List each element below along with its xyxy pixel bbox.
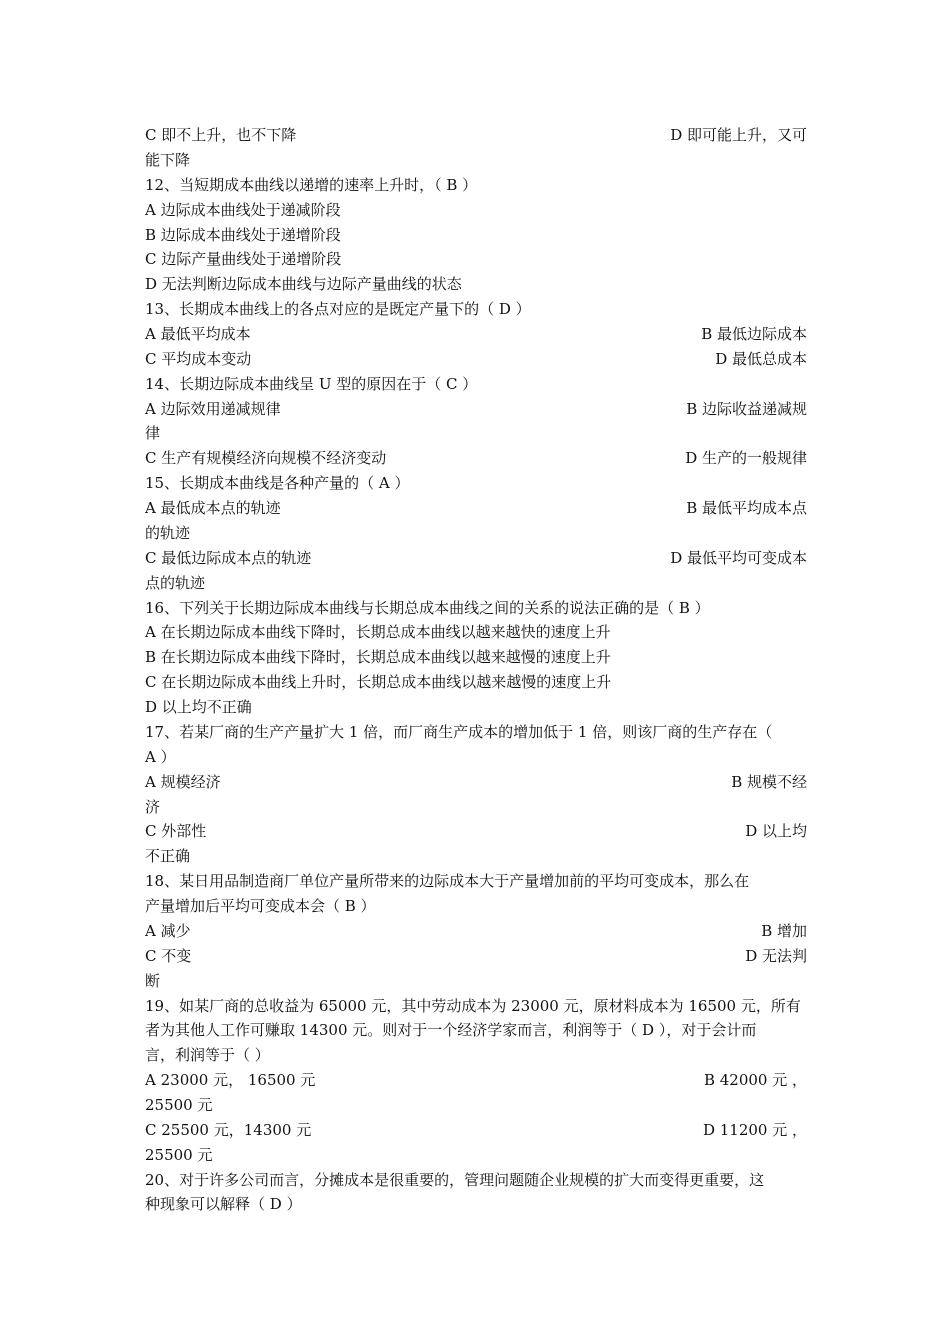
line-right-option: B 规模不经: [731, 772, 807, 791]
text-line: [145, 397, 807, 422]
line-left-option: A 最低平均成本: [145, 325, 251, 343]
line-right-option: B 最低边际成本: [701, 325, 807, 343]
text-line: 点的轨迹: [145, 573, 206, 592]
text-line: 产量增加后平均可变成本会（ B ）: [145, 897, 376, 915]
text-line: 15、长期成本曲线是各种产量的（ A ）: [145, 474, 410, 493]
text-line: 14、长期边际成本曲线呈 U 型的原因在于（ C ）: [145, 374, 478, 393]
line-left-option: A 边际效用递减规律: [145, 399, 281, 418]
text-line: 20、对于许多公司而言，分摊成本是很重要的，管理问题随企业规模的扩大而变得更重要，这: [145, 1170, 765, 1189]
text-line: [145, 1068, 807, 1093]
text-line: [145, 770, 807, 795]
text-line: 16、下列关于长期边际成本曲线与长期总成本曲线之间的关系的说法正确的是（ B ）: [145, 598, 710, 617]
text-line: B 在长期边际成本曲线下降时，长期总成本曲线以越来越慢的速度上升: [145, 648, 611, 667]
text-line: 25500 元: [145, 1145, 213, 1164]
text-line: 济: [145, 797, 161, 816]
line-right-option: D 生产的一般规律: [685, 449, 807, 468]
text-line: [145, 944, 807, 969]
text-line: A ）: [145, 747, 176, 766]
text-line: C 边际产量曲线处于递增阶段: [145, 250, 342, 269]
text-line: 律: [145, 424, 161, 443]
line-right-option: D 11200 元 ，: [702, 1120, 807, 1139]
text-line: B 边际成本曲线处于递增阶段: [145, 225, 341, 244]
text-line: [145, 322, 807, 347]
line-left-option: A 减少: [145, 921, 191, 940]
text-line: 的轨迹: [145, 523, 191, 542]
text-line: [145, 546, 807, 571]
line-right-option: D 以上均: [745, 822, 807, 841]
text-line: D 无法判断边际成本曲线与边际产量曲线的状态: [145, 275, 462, 294]
text-line: A 边际成本曲线处于递减阶段: [145, 200, 341, 219]
text-line: [145, 496, 807, 521]
text-line: [145, 446, 807, 471]
line-left-option: A 23000 元， 16500 元: [145, 1071, 316, 1090]
text-line: 种现象可以解释（ D ）: [145, 1195, 302, 1214]
line-left-option: A 最低成本点的轨迹: [145, 499, 281, 518]
line-right-option: D 最低平均可变成本: [670, 548, 807, 567]
text-line: 言，利润等于（ ）: [145, 1046, 270, 1065]
text-line: 19、如某厂商的总收益为 65000 元，其中劳动成本为 23000 元，原材料成本为 16500 元，所有: [145, 996, 801, 1015]
line-left-option: C 外部性: [145, 822, 207, 841]
line-left-option: C 平均成本变动: [145, 349, 252, 368]
text-line: 18、某日用品制造商厂单位产量所带来的边际成本大于产量增加前的平均可变成本，那么在: [145, 872, 750, 891]
line-right-option: B 最低平均成本点: [686, 499, 807, 518]
text-line: A 在长期边际成本曲线下降时，长期总成本曲线以越来越快的速度上升: [145, 623, 611, 642]
line-left-option: C 25500 元，14300 元: [145, 1120, 312, 1139]
line-right-option: B 增加: [761, 921, 807, 940]
text-line: 12、当短期成本曲线以递增的速率上升时，（ B ）: [145, 175, 478, 194]
text-line: [145, 919, 807, 944]
line-left-option: C 最低边际成本点的轨迹: [145, 548, 312, 567]
text-line: 13、长期成本曲线上的各点对应的是既定产量下的（ D ）: [145, 300, 531, 319]
line-left-option: A 规模经济: [145, 772, 221, 791]
text-line: 能下降: [145, 150, 191, 169]
text-line: 者为其他人工作可赚取 14300 元。则对于一个经济学家而言，利润等于（ D ），对于会计而: [145, 1021, 757, 1040]
line-right-option: B 边际收益递减规: [686, 399, 807, 418]
text-line: 断: [145, 971, 161, 990]
line-left-option: C 即不上升，也不下降: [145, 126, 297, 144]
line-right-option: D 无法判: [745, 946, 807, 965]
text-line: C 在长期边际成本曲线上升时，长期总成本曲线以越来越慢的速度上升: [145, 673, 612, 692]
line-right-option: D 即可能上升，又可: [670, 126, 807, 144]
line-left-option: C 生产有规模经济向规模不经济变动: [145, 449, 387, 468]
line-left-option: C 不变: [145, 946, 192, 965]
text-line: [145, 347, 807, 372]
text-line: [145, 819, 807, 844]
text-line: [145, 1118, 807, 1143]
text-line: 不正确: [145, 847, 191, 866]
text-line: 25500 元: [145, 1095, 213, 1114]
text-line: D 以上均不正确: [145, 698, 252, 716]
text-line: [145, 123, 807, 148]
line-right-option: D 最低总成本: [715, 349, 807, 368]
line-right-option: B 42000 元 ，: [703, 1071, 807, 1090]
text-line: 17、若某厂商的生产产量扩大 1 倍，而厂商生产成本的增加低于 1 倍，则该厂商的生产存在（: [145, 722, 773, 741]
